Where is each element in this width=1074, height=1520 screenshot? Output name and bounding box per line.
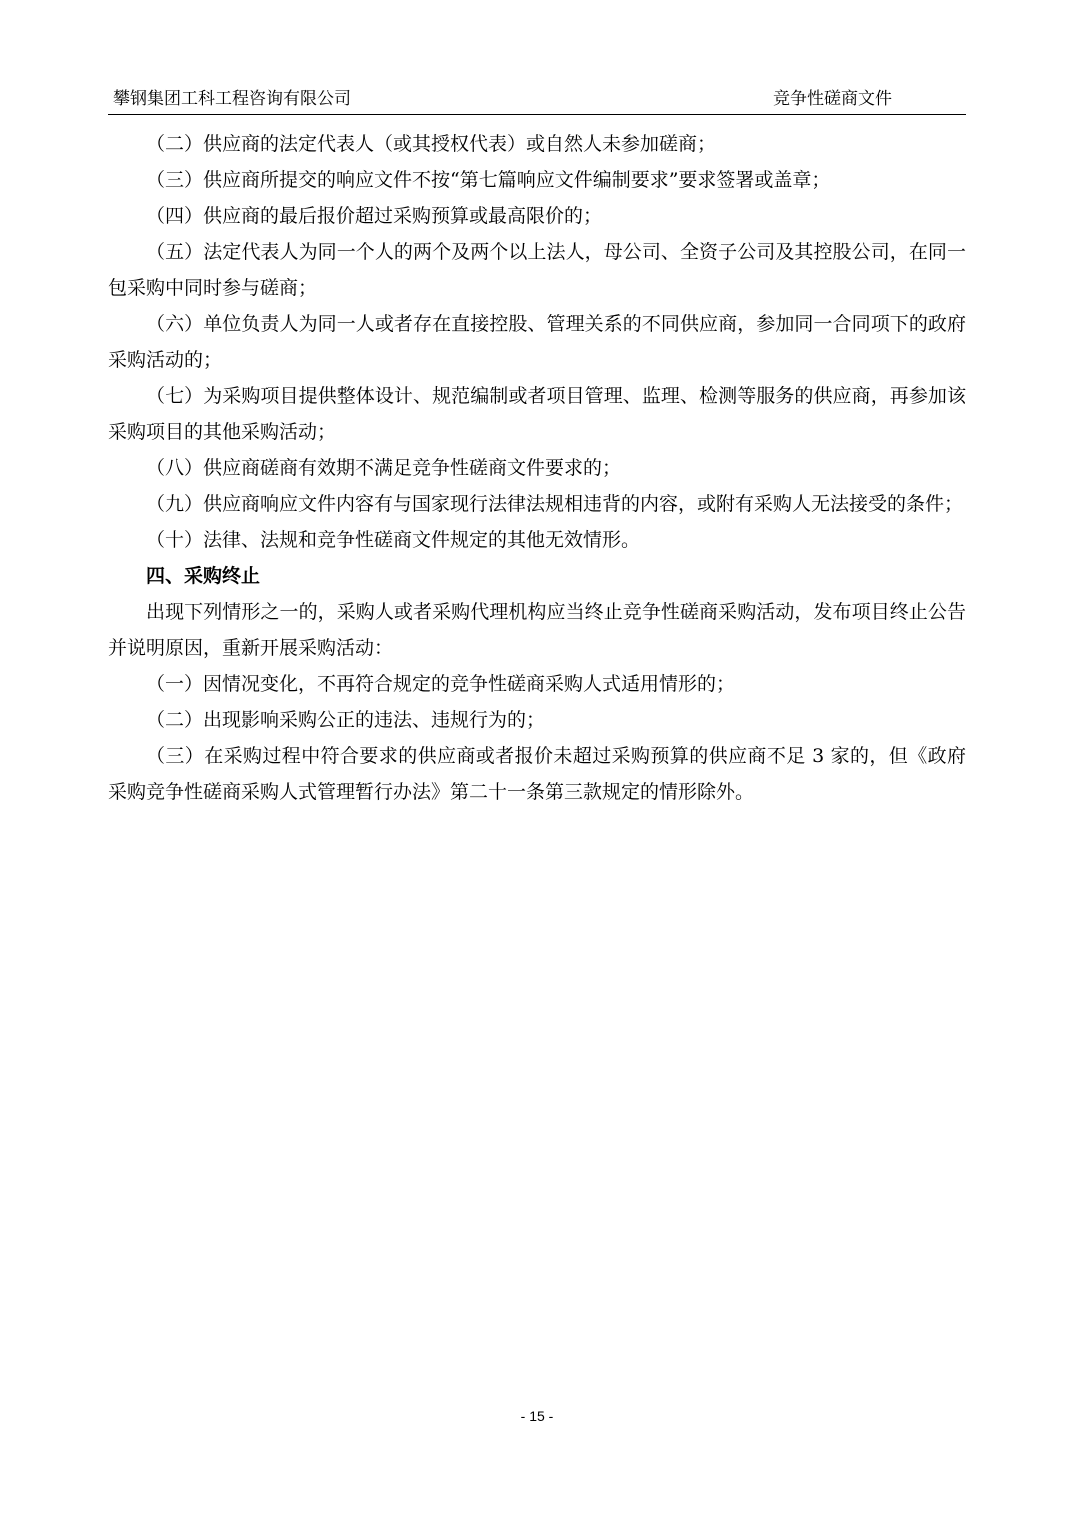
header-company-name: 攀钢集团工科工程咨询有限公司 — [113, 89, 351, 109]
page-header — [108, 88, 966, 115]
clause-paragraph: （三）在采购过程中符合要求的供应商或者报价未超过采购预算的供应商不足 3 家的，但《政府采购竞争性磋商采购人式管理暂行办法》第二十一条第三款规定的情形除外。 — [108, 745, 966, 803]
clause-paragraph: （二）出现影响采购公正的违法、违规行为的； — [146, 709, 546, 731]
clause-paragraph: （六）单位负责人为同一人或者存在直接控股、管理关系的不同供应商，参加同一合同项下的政府采购活动的； — [108, 313, 966, 371]
clause-paragraph: （八）供应商磋商有效期不满足竞争性磋商文件要求的； — [146, 457, 622, 479]
clause-paragraph: （十）法律、法规和竞争性磋商文件规定的其他无效情形。 — [146, 529, 641, 551]
body-paragraph: 出现下列情形之一的，采购人或者采购代理机构应当终止竞争性磋商采购活动，发布项目终止公告并说明原因，重新开展采购活动： — [108, 601, 966, 659]
clause-paragraph: （四）供应商的最后报价超过采购预算或最高限价的； — [146, 205, 603, 227]
page-number: - 15 - — [520, 1408, 554, 1424]
document-body — [108, 126, 966, 810]
clause-paragraph: （一）因情况变化，不再符合规定的竞争性磋商采购人式适用情形的； — [146, 673, 736, 695]
clause-paragraph: （三）供应商所提交的响应文件不按“第七篇响应文件编制要求”要求签署或盖章； — [146, 169, 831, 191]
clause-paragraph: （二）供应商的法定代表人（或其授权代表）或自然人未参加磋商； — [146, 133, 717, 155]
clause-paragraph: （九）供应商响应文件内容有与国家现行法律法规相违背的内容，或附有采购人无法接受的条件； — [146, 493, 964, 515]
header-document-type: 竞争性磋商文件 — [773, 89, 892, 109]
clause-paragraph: （七）为采购项目提供整体设计、规范编制或者项目管理、监理、检测等服务的供应商，再参加该采购项目的其他采购活动； — [108, 385, 966, 443]
section-heading: 四、采购终止 — [146, 565, 261, 587]
clause-paragraph: （五）法定代表人为同一个人的两个及两个以上法人，母公司、全资子公司及其控股公司，在同一包采购中同时参与磋商； — [108, 241, 966, 299]
